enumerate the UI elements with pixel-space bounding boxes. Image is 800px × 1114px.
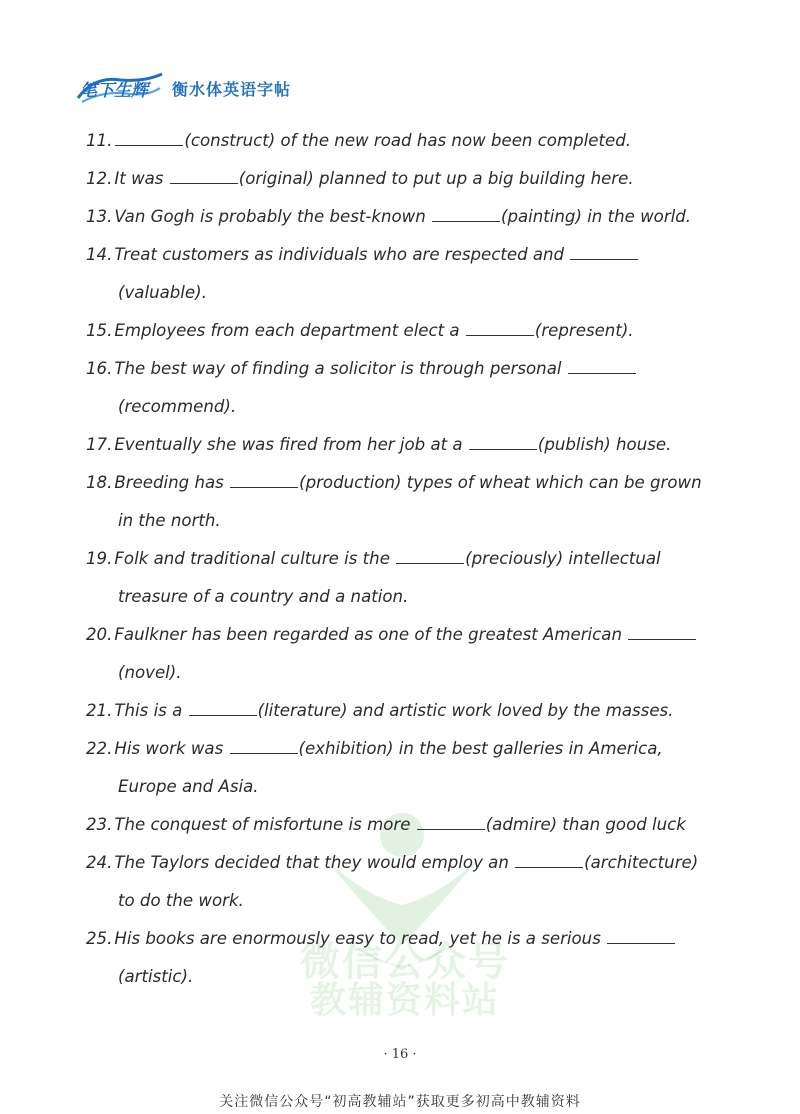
question-number: 13. (86, 207, 113, 226)
question-continuation: (recommend). (118, 397, 237, 416)
question-text-after: (production) types of wheat which can be grown (299, 473, 702, 492)
question-number: 11. (86, 131, 113, 150)
question-first-line (86, 312, 732, 350)
question-item (86, 920, 732, 996)
question-item (86, 540, 732, 616)
answer-blank (189, 701, 257, 716)
page-number: · 16 · (383, 1047, 417, 1062)
answer-blank (115, 131, 183, 146)
question-item (86, 692, 732, 730)
question-item (86, 616, 732, 692)
header (74, 68, 291, 108)
question-first-line (86, 616, 732, 654)
question-text-before: Faulkner has been regarded as one of the greatest American (114, 625, 628, 644)
question-first-line (86, 236, 732, 274)
answer-blank (230, 473, 298, 488)
answer-blank (607, 929, 675, 944)
watermark-line-1: 微信公众号 (300, 939, 510, 985)
question-text-before: Breeding has (114, 473, 230, 492)
question-first-line (86, 122, 732, 160)
question-item (86, 350, 732, 426)
question-number: 25. (86, 929, 113, 948)
question-continuation: treasure of a country and a nation. (118, 587, 409, 606)
answer-blank (432, 207, 500, 222)
svg-text:笔下生辉: 笔下生辉 (80, 81, 148, 101)
question-continuation: in the north. (118, 511, 221, 530)
question-continuation: (artistic). (118, 967, 194, 986)
question-text-before: Employees from each department elect a (114, 321, 465, 340)
question-item (86, 464, 732, 540)
footer-note: 关注微信公众号“初高教辅站”获取更多初高中教辅资料 (219, 1094, 581, 1110)
question-number: 16. (86, 359, 113, 378)
question-text-after: (architecture) (584, 853, 699, 872)
question-text-before: His books are enormously easy to read, yet he is a serious (114, 929, 607, 948)
question-text-before: Treat customers as individuals who are respected and (114, 245, 570, 264)
question-first-line (86, 692, 732, 730)
question-text-before: The Taylors decided that they would employ an (114, 853, 515, 872)
question-text-before: It was (114, 169, 169, 188)
question-number: 12. (86, 169, 113, 188)
question-number: 20. (86, 625, 113, 644)
question-first-line (86, 806, 732, 844)
question-first-line (86, 730, 732, 768)
question-text-before: His work was (114, 739, 229, 758)
question-continuation: (novel). (118, 663, 182, 682)
question-text-after: (exhibition) in the best galleries in America, (298, 739, 663, 758)
question-continuation: to do the work. (118, 891, 244, 910)
question-text-after: (publish) house. (537, 435, 672, 454)
question-list (86, 122, 732, 996)
question-continuation: (valuable). (118, 283, 207, 302)
answer-blank (230, 739, 298, 754)
answer-blank (469, 435, 537, 450)
question-number: 17. (86, 435, 113, 454)
answer-blank (466, 321, 534, 336)
question-first-line (86, 920, 732, 958)
answer-blank (568, 359, 636, 374)
answer-blank (570, 245, 638, 260)
answer-blank (628, 625, 696, 640)
question-continuation: Europe and Asia. (118, 777, 259, 796)
question-number: 14. (86, 245, 113, 264)
question-text-after: (literature) and artistic work loved by the masses. (257, 701, 674, 720)
brand-subtitle: 衡水体英语字帖 (172, 79, 292, 99)
question-item (86, 312, 732, 350)
question-text-after: (original) planned to put up a big building here. (238, 169, 634, 188)
question-text-after: (painting) in the world. (500, 207, 692, 226)
question-number: 15. (86, 321, 113, 340)
question-text-before: Van Gogh is probably the best-known (114, 207, 431, 226)
question-text-after: (admire) than good luck (485, 815, 686, 834)
question-text-before: The conquest of misfortune is more (114, 815, 416, 834)
question-number: 18. (86, 473, 113, 492)
question-text-before: Folk and traditional culture is the (114, 549, 396, 568)
question-first-line (86, 160, 732, 198)
question-item (86, 160, 732, 198)
question-text-before: Eventually she was fired from her job at a (114, 435, 468, 454)
question-text-after: (represent). (534, 321, 634, 340)
answer-blank (417, 815, 485, 830)
question-first-line (86, 350, 732, 388)
watermark-line-2: 教辅资料站 (309, 980, 500, 1021)
question-item (86, 426, 732, 464)
question-first-line (86, 844, 732, 882)
question-item (86, 236, 732, 312)
question-number: 24. (86, 853, 113, 872)
brand-logo (74, 68, 166, 108)
answer-blank (396, 549, 464, 564)
question-item (86, 844, 732, 920)
question-item (86, 730, 732, 806)
question-number: 21. (86, 701, 113, 720)
question-number: 22. (86, 739, 113, 758)
answer-blank (170, 169, 238, 184)
question-text-before: The best way of finding a solicitor is through personal (114, 359, 567, 378)
question-first-line (86, 198, 732, 236)
question-text-before: This is a (114, 701, 188, 720)
answer-blank (515, 853, 583, 868)
question-item (86, 198, 732, 236)
question-first-line (86, 540, 732, 578)
question-item (86, 806, 732, 844)
question-number: 23. (86, 815, 113, 834)
question-number: 19. (86, 549, 113, 568)
question-first-line (86, 426, 732, 464)
question-text-after: (preciously) intellectual (465, 549, 661, 568)
question-first-line (86, 464, 732, 502)
question-text-after: (construct) of the new road has now been completed. (184, 131, 632, 150)
question-item (86, 122, 732, 160)
